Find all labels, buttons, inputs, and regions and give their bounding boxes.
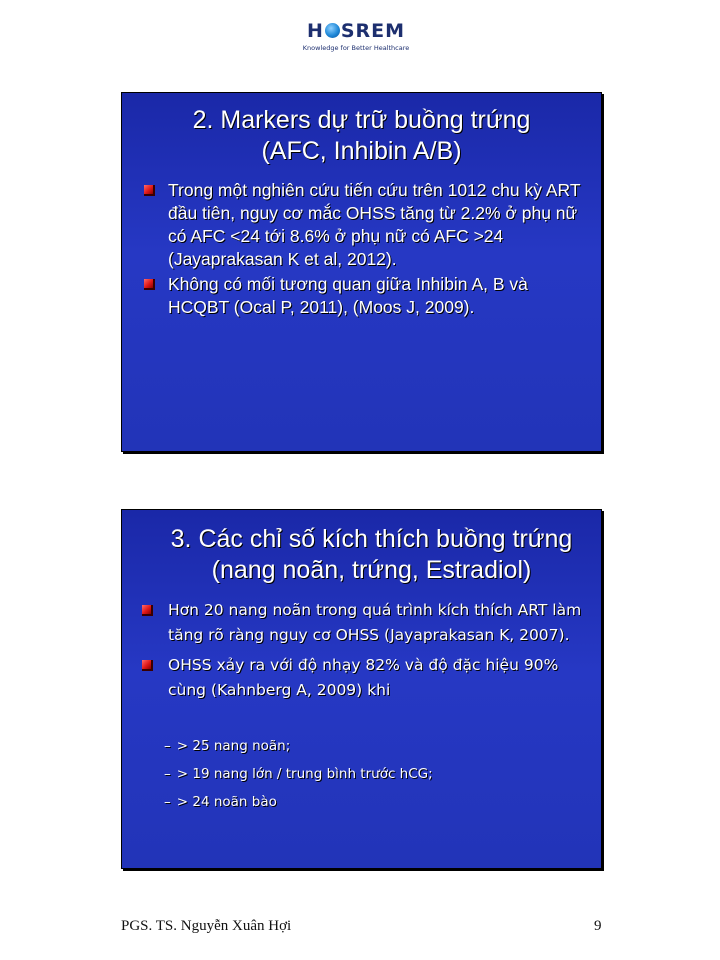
- bullet-text: OHSS xảy ra với độ nhạy 82% và độ đặc hiệu 90% cùng (Kahnberg A, 2009) khi: [168, 656, 559, 699]
- hosrem-logo: [296, 20, 416, 60]
- bullet-item: [142, 598, 589, 647]
- square-bullet-icon: [144, 185, 155, 196]
- slide-title: [122, 105, 601, 167]
- dash-bullet: –: [164, 794, 171, 810]
- bullet-item: [142, 653, 589, 702]
- square-bullet-icon: [144, 279, 155, 290]
- bullet-item: [144, 273, 589, 319]
- square-bullet-icon: [142, 660, 153, 671]
- slide-title-line1: 2. Markers dự trữ buồng trứng: [192, 106, 531, 134]
- slide-title: [142, 524, 601, 586]
- bullet-list: [144, 179, 589, 321]
- slide-title-line1: 3. Các chỉ số kích thích buồng trứng: [170, 525, 573, 553]
- footer-author: PGS. TS. Nguyễn Xuân Hợi: [121, 918, 292, 934]
- sub-bullet-text: > 19 nang lớn / trung bình trước hCG;: [176, 766, 433, 782]
- page-number: 9: [594, 918, 602, 934]
- sub-bullet-text: > 25 nang noãn;: [176, 738, 291, 754]
- logo-wordmark: [296, 20, 416, 42]
- bullet-text: Trong một nghiên cứu tiến cứu trên 1012 chu kỳ ART đầu tiên, nguy cơ mắc OHSS tăng từ 2.2% ở phụ nữ có AFC <24 tới 8.6% ở phụ nữ có AFC >24 (Jayaprakasan K et al, 2012).: [168, 180, 581, 269]
- square-bullet-icon: [142, 605, 153, 616]
- bullet-text: Hơn 20 nang noãn trong quá trình kích thích ART làm tăng rõ ràng nguy cơ OHSS (Jayaprakasan K, 2007).: [168, 601, 582, 644]
- logo-letters-end: SREM: [340, 20, 406, 42]
- logo-tagline: Knowledge for Better Healthcare: [302, 44, 410, 52]
- dash-bullet: –: [164, 766, 171, 782]
- slide-ovarian-stimulation-indices: [121, 509, 602, 869]
- sub-bullet-item: [164, 788, 433, 816]
- slide-title-line2: (nang noãn, trứng, Estradiol): [211, 556, 532, 584]
- dash-bullet: –: [164, 738, 171, 754]
- bullet-list: [142, 598, 589, 708]
- sub-bullet-text: > 24 noãn bào: [176, 794, 277, 810]
- globe-icon: [325, 23, 340, 38]
- sub-bullet-item: [164, 760, 433, 788]
- sub-bullet-item: [164, 732, 433, 760]
- logo-letters-start: H: [306, 20, 324, 42]
- bullet-text: Không có mối tương quan giữa Inhibin A, B và HCQBT (Ocal P, 2011), (Moos J, 2009).: [168, 274, 528, 317]
- bullet-item: [144, 179, 589, 271]
- sub-bullet-list: [164, 732, 433, 816]
- slide-title-line2: (AFC, Inhibin A/B): [261, 137, 462, 165]
- slide-ovarian-reserve-markers: [121, 92, 602, 452]
